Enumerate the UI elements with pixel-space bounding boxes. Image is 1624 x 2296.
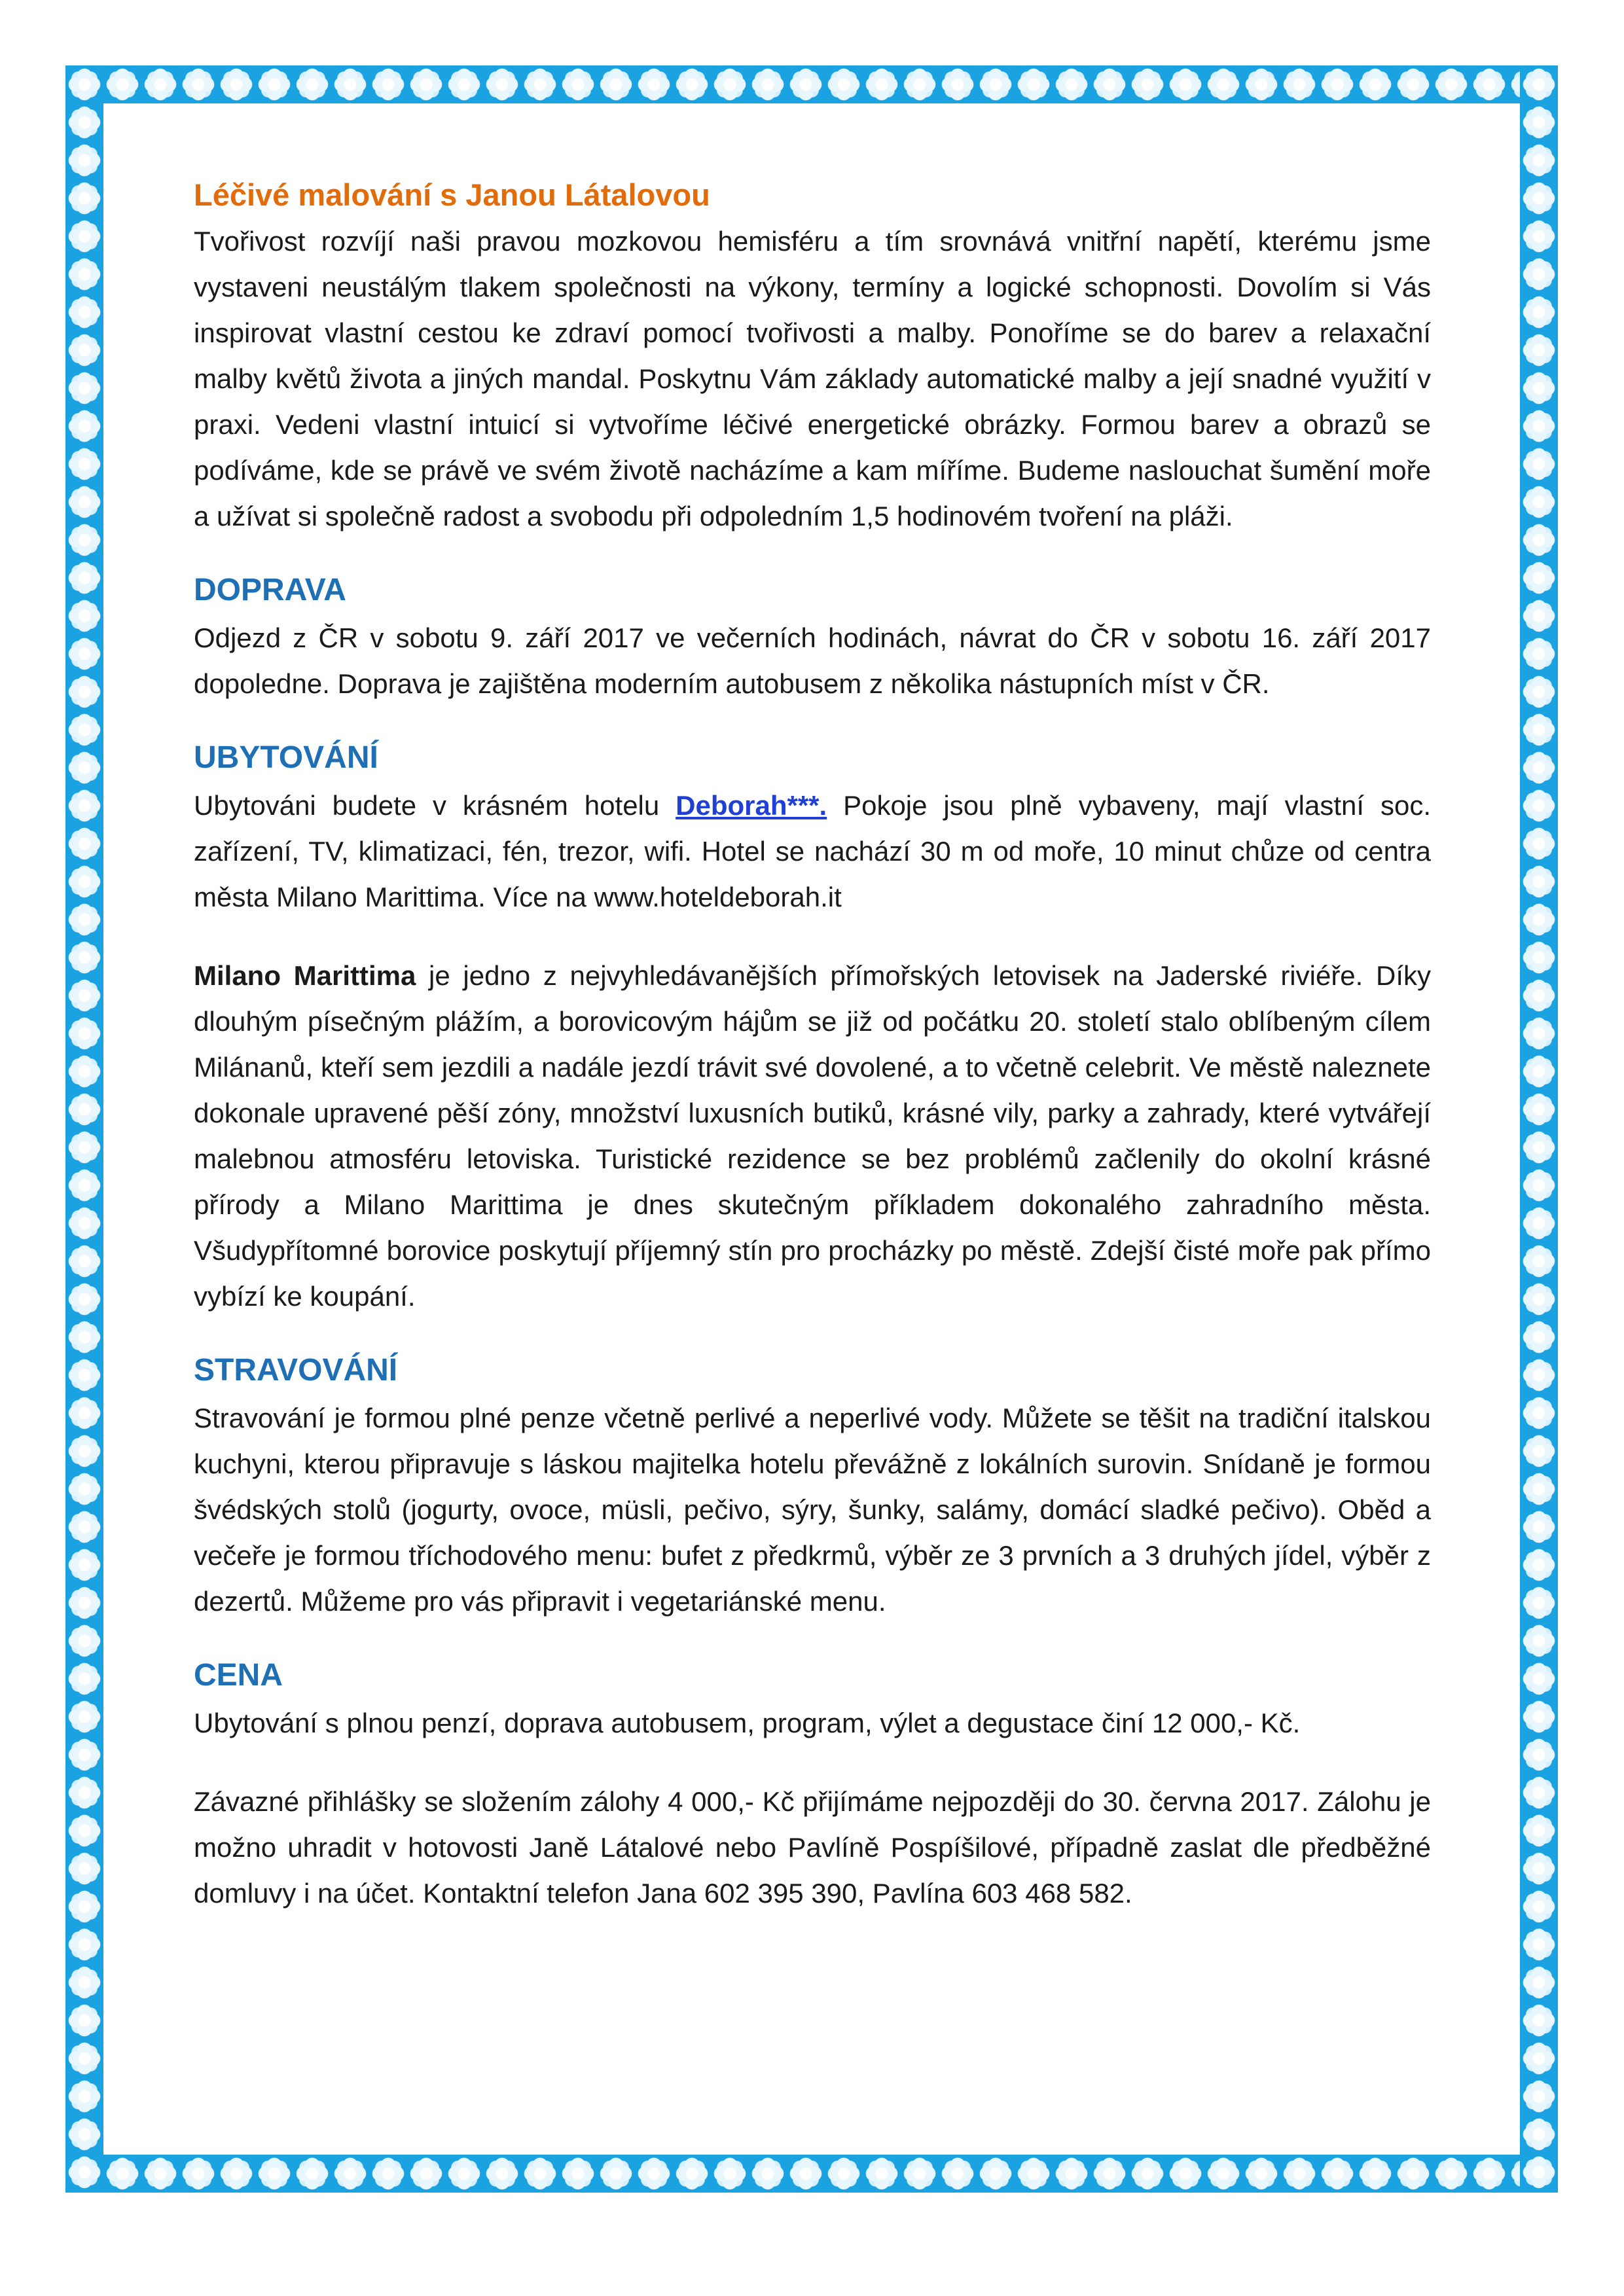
milano-text: je jedno z nejvyhledávanějších přímořských letovisek na Jaderské riviéře. Díky dlouhým písečným plážím, a borovicovým hájům se již od počátku 20. století stalo oblíbeným cílem Milánanů, kteří sem jezdili a nadále jezdí trávit své dovolené, a to včetně celebrit. Ve městě naleznete dokonale upravené pěší zóny, množství luxusních butiků, krásné vily, parky a zahrady, které vytvářejí malebnou atmosféru letoviska. Turistické rezidence se bez problémů začlenily do okolní krásné přírody a Milano Marittima je dnes skutečným příkladem dokonalého zahradního města. Všudypřítomné borovice poskytují příjemný stín pro procházky po městě. Zdejší čisté moře pak přímo vybízí ke koupání.: [194, 960, 1432, 1312]
page-title: Léčivé malování s Janou Látalovou: [194, 177, 710, 212]
heading-ubytovani: UBYTOVÁNÍ: [194, 740, 378, 775]
stravovani-paragraph: Stravování je formou plné penze včetně perlivé a neperlivé vody. Můžete se těšit na tradiční italskou kuchyni, kterou připravuje s láskou majitelka hotelu převážně z lokálních surovin. Snídaně je formou švédských stolů (jogurty, ovoce, müsli, pečivo, sýry, šunky, salámy, domácí sladké pečivo). Oběd a večeře je formou tříchodového menu: bufet z předkrmů, výběr ze 3 prvních a 3 druhých jídel, výběr z dezertů. Můžeme pro vás připravit i vegetariánské menu.: [194, 1403, 1431, 1617]
heading-cena: CENA: [194, 1658, 283, 1693]
ubytovani-paragraph: [194, 783, 1431, 920]
prihlasky-paragraph: Závazné přihlášky se složením zálohy 4 000,- Kč přijímáme nejpozději do 30. června 2017. Zálohu je možno uhradit v hotovosti Janě Látalové nebo Pavlíně Pospíšilové, případně zaslat dle předběžné domluvy i na účet. Kontaktní telefon Jana 602 395 390, Pavlína 603 468 582.: [194, 1786, 1431, 1909]
hotel-deborah-link[interactable]: Deborah***.: [676, 790, 827, 821]
ubytovani-text-before: Ubytováni budete v krásném hotelu: [194, 790, 676, 821]
doprava-paragraph: Odjezd z ČR v sobotu 9. září 2017 ve večerních hodinách, návrat do ČR v sobotu 16. září 2017 dopoledne. Doprava je zajištěna moderním autobusem z několika nástupních míst v ČR.: [194, 622, 1431, 699]
heading-doprava: DOPRAVA: [194, 573, 346, 607]
ubytovani-text-after: Pokoje jsou plně vybaveny, mají vlastní soc. zařízení, TV, klimatizaci, fén, trezor, wifi. Hotel se nachází 30 m od moře, 10 minut chůze od centra města Milano Marittima. Více na www.hoteldeborah.it: [194, 790, 1431, 912]
flower-border-right: [1520, 65, 1558, 2193]
flower-border-top: [65, 65, 1558, 103]
milano-paragraph: [194, 953, 1431, 1319]
heading-stravovani: STRAVOVÁNÍ: [194, 1353, 398, 1388]
milano-bold: Milano Marittima: [194, 960, 416, 991]
document-content: [194, 171, 1431, 1916]
intro-paragraph: Tvořivost rozvíjí naši pravou mozkovou hemisféru a tím srovnává vnitřní napětí, kterému jsme vystaveni neustálým tlakem společnosti na výkony, termíny a logické schopnosti. Dovolím si Vás inspirovat vlastní cestou ke zdraví pomocí tvořivosti a malby. Ponoříme se do barev a relaxační malby květů života a jiných mandal. Poskytnu Vám základy automatické malby a její snadné využití v praxi. Vedeni vlastní intuicí si vytvoříme léčivé energetické obrázky. Formou barev a obrazů se podíváme, kde se právě ve svém životě nacházíme a kam míříme. Budeme naslouchat šumění moře a užívat si společně radost a svobodu při odpoledním 1,5 hodinovém tvoření na pláži.: [194, 226, 1431, 531]
flower-border-bottom: [65, 2155, 1558, 2193]
cena-paragraph: Ubytování s plnou penzí, doprava autobusem, program, výlet a degustace činí 12 000,- Kč.: [194, 1708, 1301, 1738]
flower-border-left: [65, 65, 103, 2193]
